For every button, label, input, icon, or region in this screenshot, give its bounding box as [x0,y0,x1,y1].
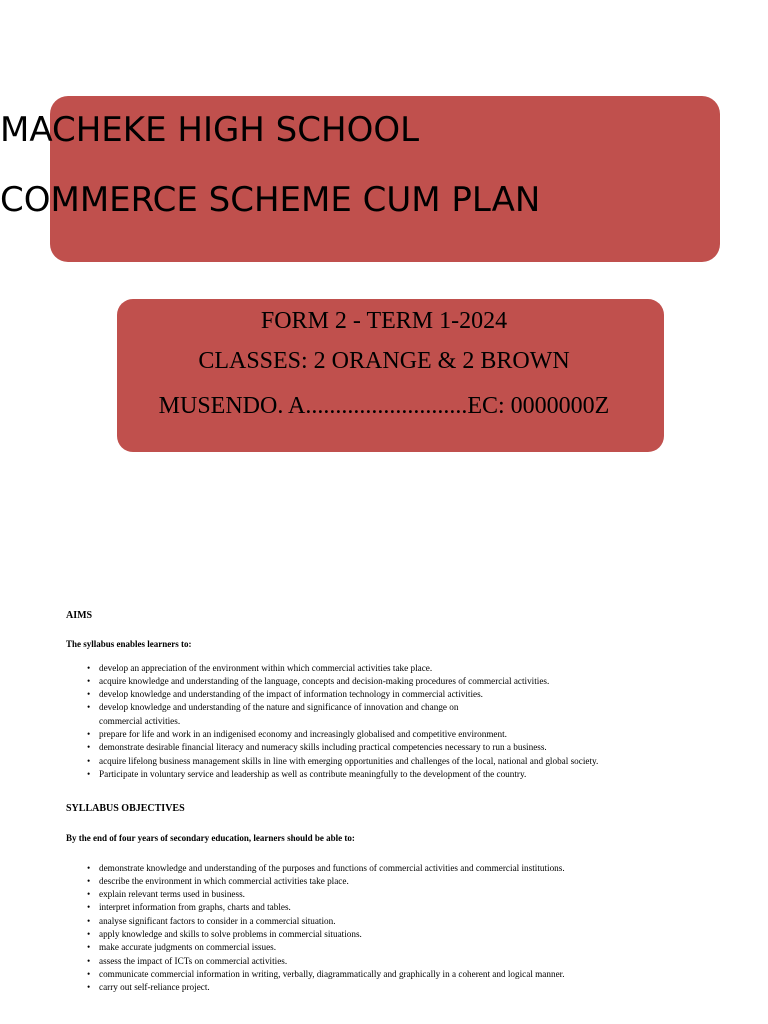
list-item: • demonstrate knowledge and understanding of the purposes and functions of commercial activities and commercial institutions. [66,862,726,875]
bullet-icon: • [87,729,91,740]
bullet-icon: • [87,862,91,873]
list-item: • acquire knowledge and understanding of the language, concepts and decision-making procedures of commercial activities. [66,675,726,688]
bullet-icon: • [87,889,91,900]
bullet-icon: • [87,875,91,886]
list-item: • analyse significant factors to consider in a commercial situation. [66,915,726,928]
bullet-icon: • [87,968,91,979]
aims-section [66,609,726,781]
objectives-heading: SYLLABUS OBJECTIVES [66,803,185,814]
bullet-icon: • [87,902,91,913]
list-item: • develop knowledge and understanding of the nature and significance of innovation and change on commercial activities. [87,702,459,726]
list-item: • explain relevant terms used in business. [66,888,726,901]
bullet-icon: • [87,982,91,993]
bullet-icon: • [87,689,91,700]
list-item: • Participate in voluntary service and leadership as well as contribute meaningfully to the development of the country. [66,768,726,781]
list-item: • demonstrate desirable financial literacy and numeracy skills including practical competencies necessary to run a business. [66,741,726,754]
list-item: • describe the environment in which commercial activities take place. [66,875,726,888]
aims-list [66,662,726,782]
document-title: COMMERCE SCHEME CUM PLAN [0,180,541,220]
list-item: • make accurate judgments on commercial issues. [66,941,726,954]
list-item: • assess the impact of ICTs on commercial activities. [66,955,726,968]
objectives-list [66,862,726,995]
bullet-icon: • [87,915,91,926]
bullet-icon: • [87,662,91,673]
aims-heading: AIMS [66,610,93,621]
bullet-icon: • [87,755,91,766]
aims-intro: The syllabus enables learners to: [66,639,192,650]
bullet-icon: • [87,929,91,940]
list-item: • interpret information from graphs, charts and tables. [66,901,726,914]
objectives-section [66,802,726,995]
bullet-icon: • [87,942,91,953]
school-name: MACHEKE HIGH SCHOOL [0,110,420,150]
classes: CLASSES: 2 ORANGE & 2 BROWN [198,348,570,374]
bullet-icon: • [87,675,91,686]
list-item: • communicate commercial information in writing, verbally, diagrammatically and graphically in a coherent and logical manner. [66,968,726,981]
teacher-ec: MUSENDO. A...........................EC: 0000000Z [158,393,610,419]
list-item: • develop an appreciation of the environment within which commercial activities take place. [66,662,726,675]
list-item: • develop knowledge and understanding of the impact of information technology in commercial activities. [66,688,726,701]
form-term: FORM 2 - TERM 1-2024 [260,308,508,334]
bullet-icon: • [87,742,91,753]
bullet-icon: • [87,768,91,779]
list-item: • prepare for life and work in an indigenised economy and increasingly globalised and competitive environment. [66,728,726,741]
bullet-icon: • [87,955,91,966]
list-item: • acquire lifelong business management skills in line with emerging opportunities and challenges of the local, national and global society. [66,755,726,768]
objectives-intro: By the end of four years of secondary education, learners should be able to: [66,833,355,844]
list-item: • apply knowledge and skills to solve problems in commercial situations. [66,928,726,941]
bullet-icon: • [87,702,91,713]
list-item: • carry out self-reliance project. [66,981,726,994]
